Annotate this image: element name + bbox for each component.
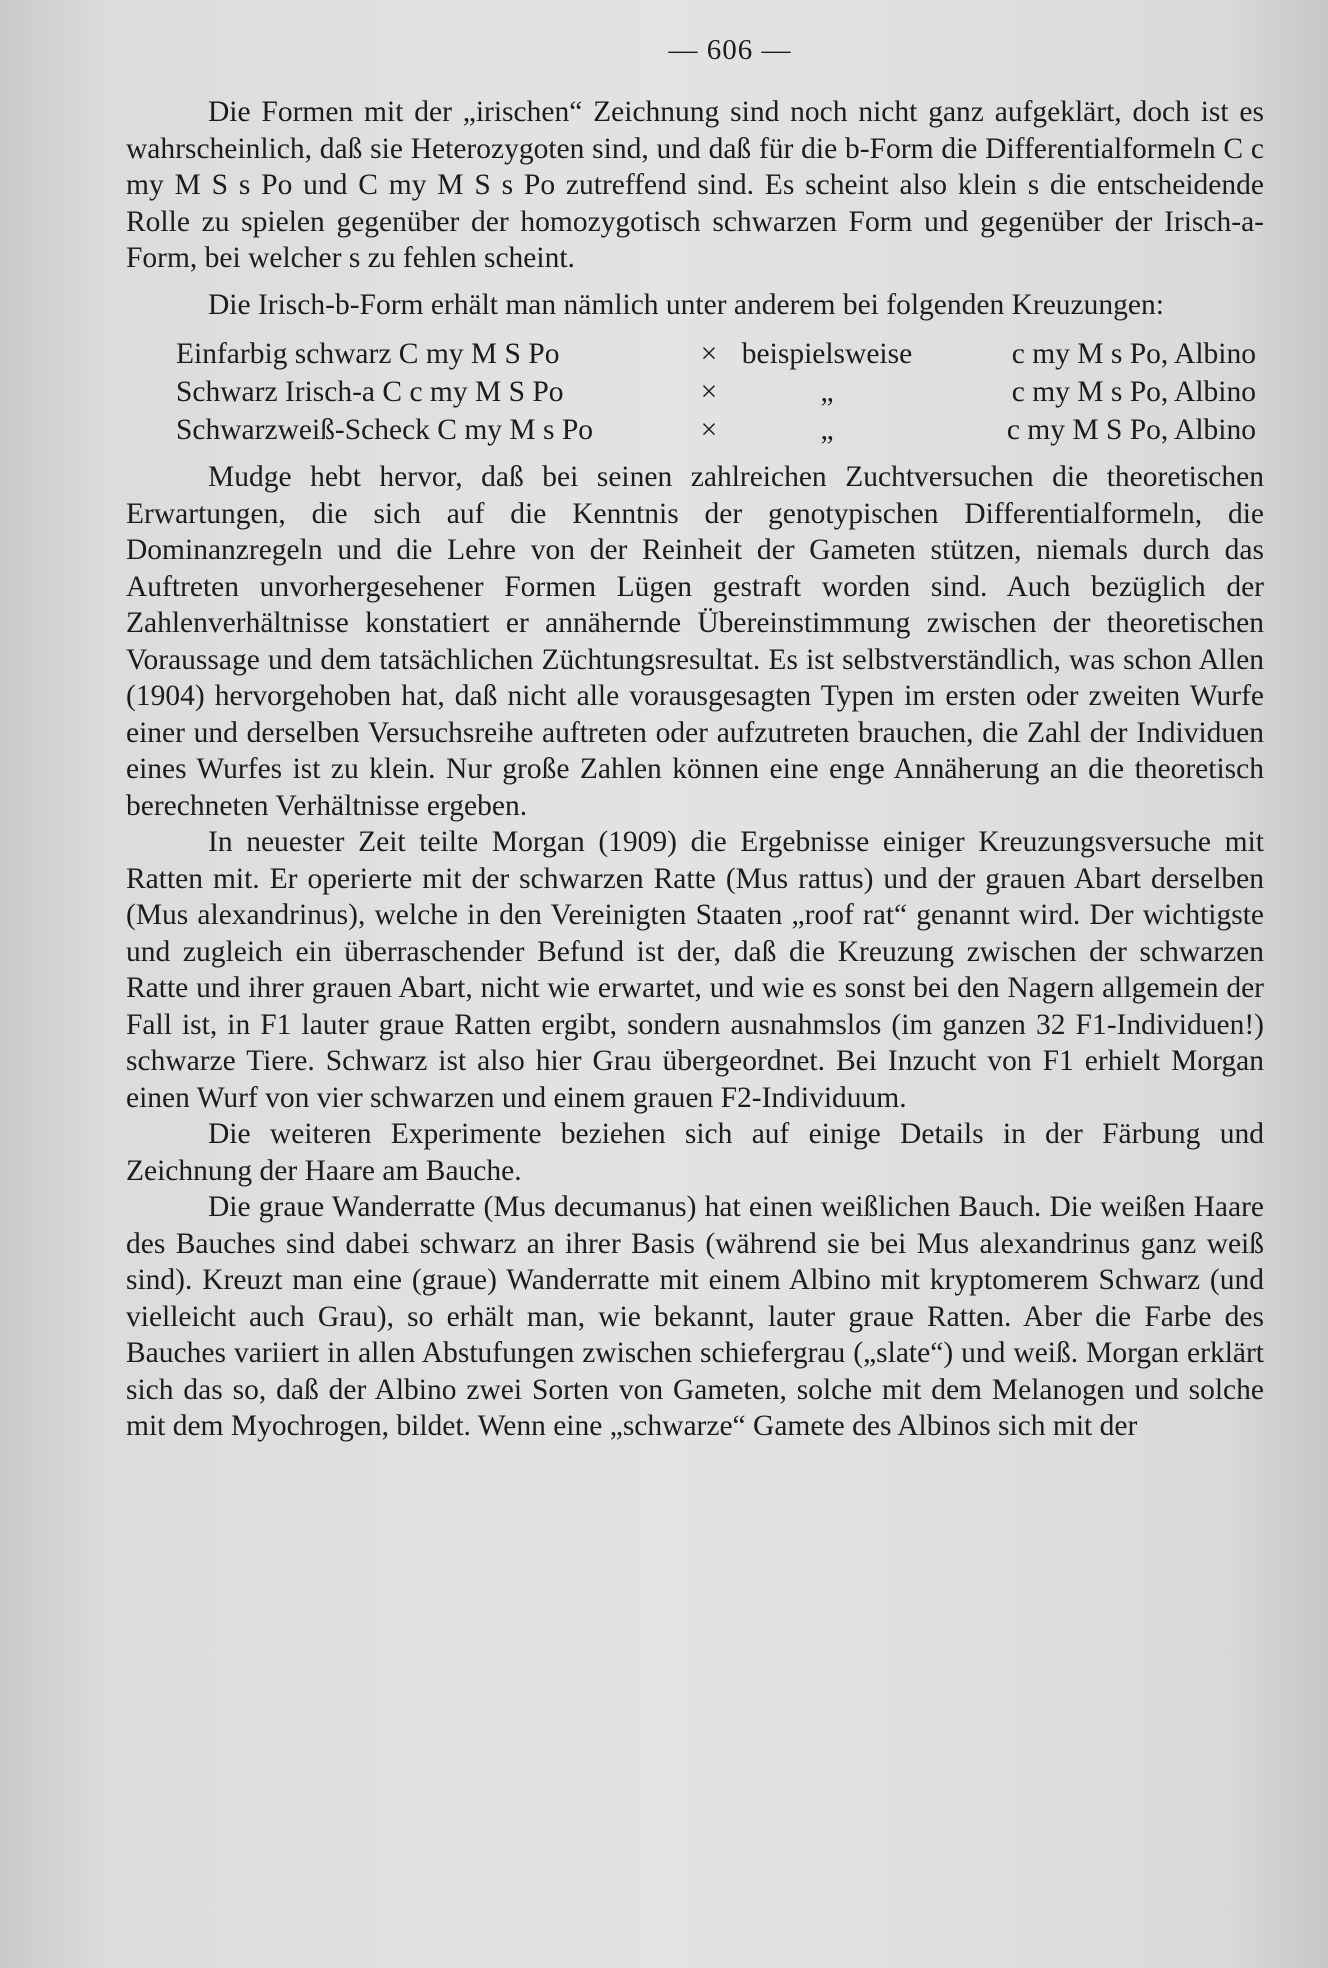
- page-number: — 606 —: [668, 34, 792, 66]
- crosses-table: [176, 335, 1264, 449]
- cross-sign: ×: [700, 338, 718, 370]
- cross-right: c my M s Po, Albino: [1011, 376, 1256, 408]
- paragraph-mudge: Mudge hebt hervor, daß bei seinen zahlreichen Zuchtversuchen die theoretischen Erwartungen, die sich auf die Kenntnis der genotypischen Differentialformeln, die Dominanzregeln und die Lehre von der Reinheit der Gameten stützen, niemals durch das Auftreten unvorhergesehener Formen Lügen gestraft worden sind. Auch bezüglich der Zahlenverhältnisse konstatiert er annähernde Übereinstimmung zwischen der theoretischen Voraussage und dem tatsächlichen Züchtungsresultat. Es ist selbstverständlich, was schon Allen (1904) hervorgehoben hat, daß nicht alle vorausgesagten Typen im ersten oder zweiten Wurfe einer und derselben Versuchsreihe auftreten oder aufzutreten brauchen, die Zahl der Individuen eines Wurfes ist zu klein. Nur große Zahlen können eine enge Annäherung an die theoretisch berechneten Verhältnisse ergeben.: [126, 461, 1264, 822]
- cross-left: Schwarzweiß-Scheck C my M s Po: [176, 414, 594, 446]
- cross-right: c my M s Po, Albino: [1011, 338, 1256, 370]
- paragraph-wanderratte: Die graue Wanderratte (Mus decumanus) hat einen weißlichen Bauch. Die weißen Haare des Bauches sind dabei schwarz an ihrer Basis (während sie bei Mus alexandrinus ganz weiß sind). Kreuzt man eine (graue) Wanderratte mit einem Albino mit kryptomerem Schwarz (und vielleicht auch Grau), so erhält man, wie bekannt, lauter graue Ratten. Aber die Farbe des Bauches variiert in allen Abstufungen zwischen schiefergrau („slate“) und weiß. Morgan erklärt sich das so, daß der Albino zwei Sorten von Gameten, solche mit dem Melanogen und solche mit dem Myochrogen, bildet. Wenn eine „schwarze“ Gamete des Albinos sich mit der: [126, 1191, 1264, 1442]
- paragraph-morgan-rats: In neuester Zeit teilte Morgan (1909) die Ergebnisse einiger Kreuzungsversuche mit Ratten mit. Er operierte mit der schwarzen Ratte (Mus rattus) und der grauen Abart derselben (Mus alexandrinus), welche in den Vereinigten Staaten „roof rat“ genannt wird. Der wichtigste und zugleich ein überraschender Befund ist der, daß die Kreuzung zwischen der schwarzen Ratte und ihrer grauen Abart, nicht wie erwartet, und wie es sonst bei den Nagern allgemein der Fall ist, in F1 lauter graue Ratten ergibt, sondern ausnahmslos (im ganzen 32 F1-Individuen!) schwarze Tiere. Schwarz ist also hier Grau übergeordnet. Bei Inzucht von F1 erhielt Morgan einen Wurf von vier schwarzen und einem grauen F2-Individuum.: [126, 826, 1264, 1114]
- cross-middle: „: [820, 376, 834, 408]
- cross-right: c my M S Po, Albino: [1006, 414, 1256, 446]
- cross-row: [176, 373, 1264, 411]
- page-body: [126, 94, 1264, 1445]
- cross-left: Einfarbig schwarz C my M S Po: [176, 338, 560, 370]
- cross-left: Schwarz Irisch-a C c my M S Po: [176, 376, 564, 408]
- cross-middle: „: [820, 414, 834, 446]
- cross-row: [176, 335, 1264, 373]
- cross-sign: ×: [700, 376, 718, 408]
- cross-middle: beispielsweise: [741, 338, 913, 370]
- paragraph-irish-b-crosses: Die Irisch-b-Form erhält man nämlich unter anderem bei folgenden Kreuzungen:: [208, 288, 1164, 321]
- paragraph-irish-forms: Die Formen mit der „irischen“ Zeichnung sind noch nicht ganz aufgeklärt, doch ist es wahrscheinlich, daß sie Heterozygoten sind, und daß für die b-Form die Differentialformeln C c my M S s Po und C my M S s Po zutreffend sind. Es scheint also klein s die entscheidende Rolle zu spielen gegenüber der homozygotisch schwarzen Form und gegenüber der Irisch-a-Form, bei welcher s zu fehlen scheint.: [126, 96, 1264, 274]
- cross-sign: ×: [700, 414, 718, 446]
- paragraph-further-experiments: Die weiteren Experimente beziehen sich auf einige Details in der Färbung und Zeichnung der Haare am Bauche.: [126, 1118, 1264, 1187]
- cross-row: [176, 411, 1264, 449]
